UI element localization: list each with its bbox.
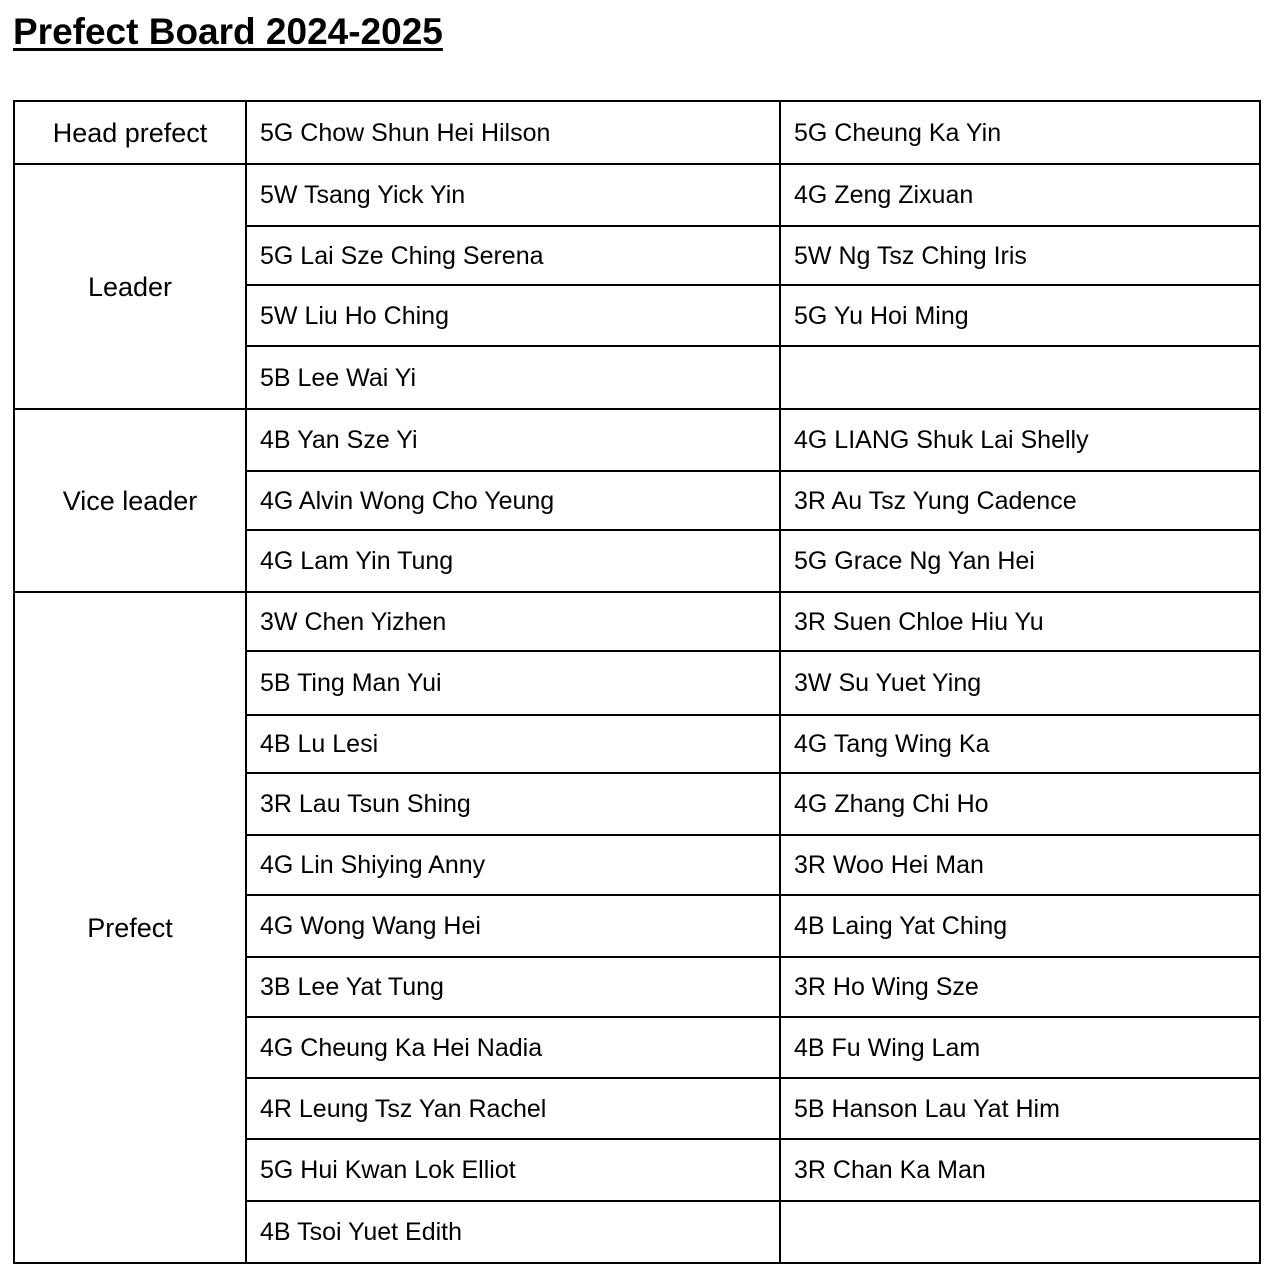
member-cell-right: 5W Ng Tsz Ching Iris (780, 226, 1260, 285)
table-row (14, 592, 1260, 651)
member-cell-right: 3R Au Tsz Yung Cadence (780, 471, 1260, 530)
table-body (14, 101, 1260, 1263)
role-cell: Prefect (14, 592, 246, 1263)
member-cell-right: 3W Su Yuet Ying (780, 651, 1260, 715)
member-cell-right: 4B Laing Yat Ching (780, 895, 1260, 957)
role-cell: Leader (14, 164, 246, 409)
member-cell-right: 4G Zhang Chi Ho (780, 773, 1260, 835)
member-cell-right: 4G Zeng Zixuan (780, 164, 1260, 226)
member-cell-left: 5G Lai Sze Ching Serena (246, 226, 780, 285)
page-title: Prefect Board 2024-2025 (13, 11, 443, 52)
member-cell-left: 4G Cheung Ka Hei Nadia (246, 1017, 780, 1078)
member-cell-right: 5B Hanson Lau Yat Him (780, 1078, 1260, 1139)
member-cell-right: 3R Chan Ka Man (780, 1139, 1260, 1201)
member-cell-left: 5G Hui Kwan Lok Elliot (246, 1139, 780, 1201)
member-cell-right: 4G Tang Wing Ka (780, 715, 1260, 773)
member-cell-right: 4G LIANG Shuk Lai Shelly (780, 409, 1260, 471)
member-cell-left: 5W Tsang Yick Yin (246, 164, 780, 226)
member-cell-left: 4G Wong Wang Hei (246, 895, 780, 957)
member-cell-right: 5G Yu Hoi Ming (780, 285, 1260, 346)
member-cell-left: 5W Liu Ho Ching (246, 285, 780, 346)
member-cell-right: 5G Cheung Ka Yin (780, 101, 1260, 164)
member-cell-left: 4G Lin Shiying Anny (246, 835, 780, 895)
member-cell-left: 4B Tsoi Yuet Edith (246, 1201, 780, 1263)
prefect-board-table (13, 100, 1261, 1264)
member-cell-right: 3R Ho Wing Sze (780, 957, 1260, 1017)
role-cell: Head prefect (14, 101, 246, 164)
member-cell-left: 4G Alvin Wong Cho Yeung (246, 471, 780, 530)
table-row (14, 101, 1260, 164)
member-cell-right: 3R Woo Hei Man (780, 835, 1260, 895)
member-cell-left: 3R Lau Tsun Shing (246, 773, 780, 835)
member-cell-left: 3B Lee Yat Tung (246, 957, 780, 1017)
member-cell-left: 3W Chen Yizhen (246, 592, 780, 651)
member-cell-left: 4R Leung Tsz Yan Rachel (246, 1078, 780, 1139)
member-cell-left: 5B Lee Wai Yi (246, 346, 780, 409)
member-cell-right: 5G Grace Ng Yan Hei (780, 530, 1260, 592)
member-cell-left: 5B Ting Man Yui (246, 651, 780, 715)
table-row (14, 409, 1260, 471)
member-cell-right: 3R Suen Chloe Hiu Yu (780, 592, 1260, 651)
member-cell-right (780, 1201, 1260, 1263)
role-cell: Vice leader (14, 409, 246, 592)
table-row (14, 164, 1260, 226)
member-cell-right: 4B Fu Wing Lam (780, 1017, 1260, 1078)
member-cell-right (780, 346, 1260, 409)
member-cell-left: 4G Lam Yin Tung (246, 530, 780, 592)
member-cell-left: 4B Yan Sze Yi (246, 409, 780, 471)
member-cell-left: 4B Lu Lesi (246, 715, 780, 773)
member-cell-left: 5G Chow Shun Hei Hilson (246, 101, 780, 164)
